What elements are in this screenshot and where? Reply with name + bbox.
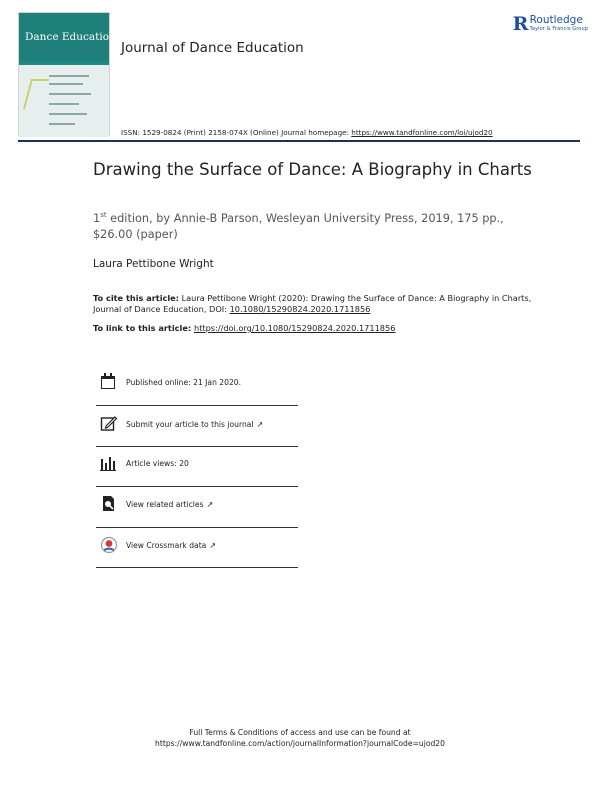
cover-text-line	[49, 123, 75, 125]
published-online-box	[96, 362, 298, 402]
cover-text-line	[49, 103, 79, 105]
cover-text-line	[49, 93, 91, 95]
citation-block	[93, 293, 533, 315]
subtitle-details: edition, by Annie-B Parson, Wesleyan University Press, 2019, 175 pp., $26.00 (paper)	[93, 211, 504, 241]
article-views-label: Article views: 20	[126, 458, 189, 468]
edition-ordinal: st	[100, 211, 107, 219]
edition-number: 1	[93, 211, 101, 225]
journal-name: Journal of Dance Education	[121, 40, 304, 56]
submit-article-label: Submit your article to this journal ↗	[126, 419, 264, 429]
external-link-icon: ↗	[209, 540, 217, 550]
related-articles-label: View related articles ↗	[126, 499, 214, 509]
journal-homepage-link[interactable]: https://www.tandfonline.com/loi/ujod20	[351, 128, 493, 137]
journal-cover-thumbnail	[18, 12, 116, 136]
publisher-logo[interactable]	[513, 14, 588, 34]
article-doi-link[interactable]: https://doi.org/10.1080/15290824.2020.1711856	[194, 323, 396, 333]
cover-text-line	[49, 83, 83, 85]
edit-icon	[100, 415, 118, 433]
cover-text-line	[49, 75, 89, 77]
issn-text: ISSN: 1529-0824 (Print) 2158-074X (Online) Journal homepage:	[121, 128, 352, 137]
article-subtitle	[93, 207, 543, 243]
external-link-icon: ↗	[256, 419, 264, 429]
article-link-block	[93, 323, 395, 333]
related-search-icon	[100, 495, 118, 513]
box-divider	[96, 567, 298, 568]
article-views-box	[96, 443, 298, 483]
submit-article-link[interactable]	[96, 404, 298, 444]
article-author: Laura Pettibone Wright	[93, 258, 214, 270]
publisher-name: Routledge	[529, 14, 583, 26]
article-title: Drawing the Surface of Dance: A Biography in Charts	[93, 160, 532, 179]
header-divider	[18, 140, 580, 142]
cover-title: Dance Education	[25, 31, 116, 43]
cover-text-line	[49, 113, 87, 115]
crossmark-link[interactable]	[96, 525, 298, 565]
cite-doi-link[interactable]: 10.1080/15290824.2020.1711856	[229, 304, 371, 314]
published-online-label: Published online: 21 Jan 2020.	[126, 377, 242, 387]
routledge-r-icon: R	[512, 13, 529, 35]
crossmark-icon	[100, 536, 118, 554]
crossmark-label: View Crossmark data ↗	[126, 540, 217, 550]
publisher-tagline: Taylor & Francis Group	[529, 26, 588, 32]
footer-line-1: Full Terms & Conditions of access and use can be found at	[189, 728, 411, 737]
footer-terms-link[interactable]: https://www.tandfonline.com/action/journalInformation?journalCode=ujod20	[155, 739, 445, 748]
terms-footer	[0, 727, 600, 749]
related-articles-link[interactable]	[96, 484, 298, 524]
bar-chart-icon	[100, 454, 118, 472]
calendar-icon	[100, 373, 118, 391]
external-link-icon: ↗	[206, 499, 214, 509]
cite-label: To cite this article:	[93, 293, 179, 303]
cite-text: Laura Pettibone Wright (2020): Drawing the Surface of Dance: A Biography in Charts, Journal of Dance Education, DOI:	[93, 293, 532, 314]
link-label: To link to this article:	[93, 323, 194, 333]
issn-line	[121, 128, 493, 137]
